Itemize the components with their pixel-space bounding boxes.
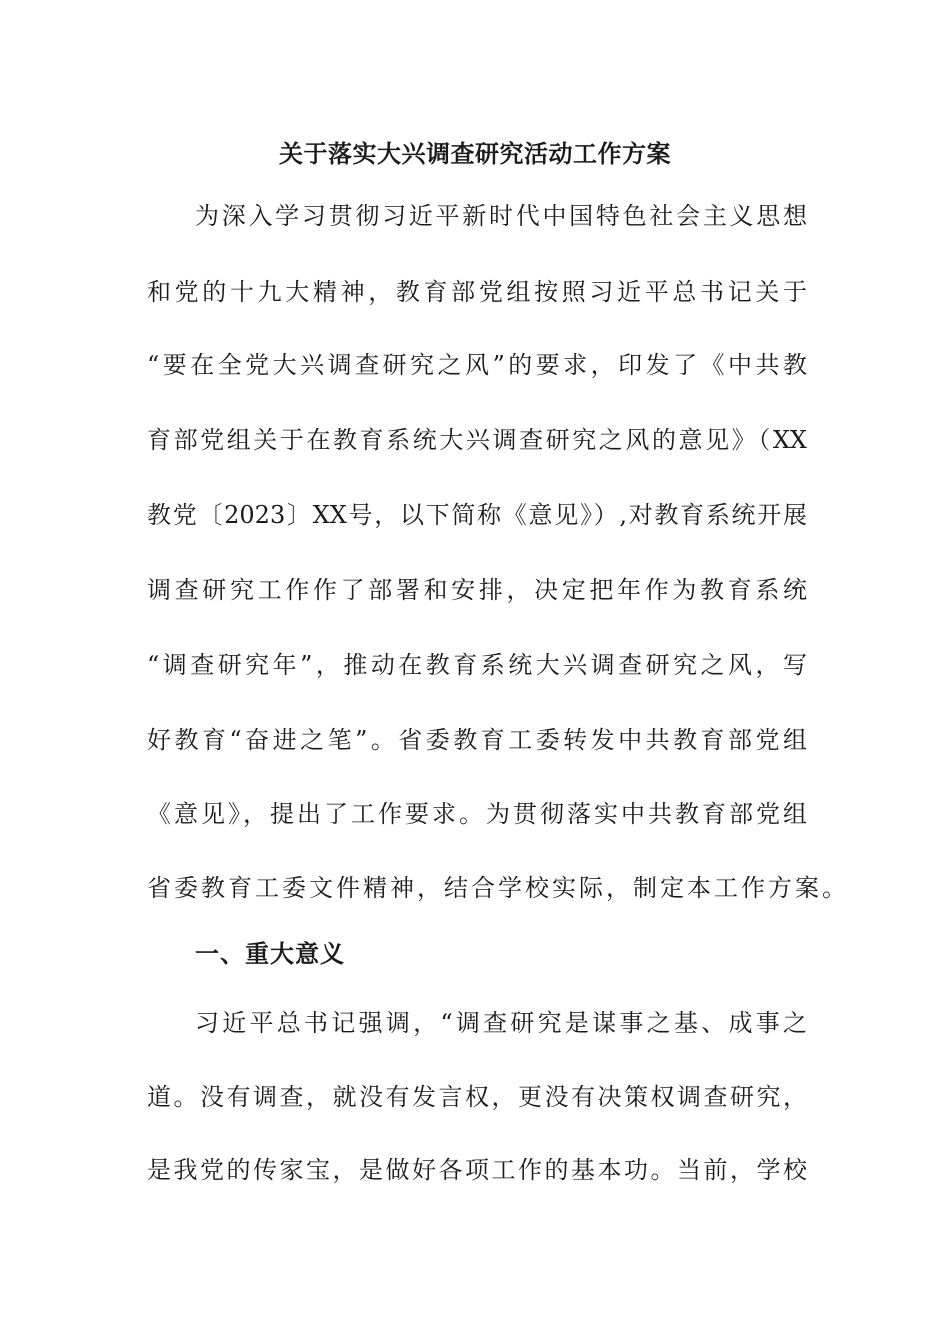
paragraph-line: 和党的十九大精神，教育部党组按照习近平总书记关于 — [147, 278, 807, 306]
document-title: 关于落实大兴调查研究活动工作方案 — [279, 140, 671, 168]
paragraph-line: 省委教育工委文件精神，结合学校实际，制定本工作方案。 — [147, 874, 849, 902]
paragraph-line: 是我党的传家宝，是做好各项工作的基本功。当前，学校 — [147, 1156, 807, 1184]
paragraph-line: 好教育“奋进之笔”。省委教育工委转发中共教育部党组 — [147, 726, 807, 754]
paragraph-line: 育部党组关于在教育系统大兴调查研究之风的意见》（XX — [147, 426, 807, 454]
paragraph-line: 道。没有调查，就没有发言权，更没有决策权调查研究， — [147, 1083, 807, 1111]
paragraph-line: “调查研究年”，推动在教育系统大兴调查研究之风，写 — [147, 651, 807, 679]
paragraph-line: 教党〔2023〕XX号，以下简称《意见》）,对教育系统开展 — [147, 501, 807, 529]
paragraph-line: 调查研究工作作了部署和安排，决定把年作为教育系统 — [147, 576, 807, 604]
paragraph-line: “要在全党大兴调查研究之风”的要求，印发了《中共教 — [147, 351, 807, 379]
section-heading: 一、重大意义 — [195, 940, 345, 968]
paragraph-line: 习近平总书记强调，“调查研究是谋事之基、成事之 — [195, 1009, 807, 1037]
paragraph-line: 《意见》，提出了工作要求。为贯彻落实中共教育部党组 — [147, 800, 807, 828]
paragraph-line: 为深入学习贯彻习近平新时代中国特色社会主义思想 — [195, 202, 807, 230]
